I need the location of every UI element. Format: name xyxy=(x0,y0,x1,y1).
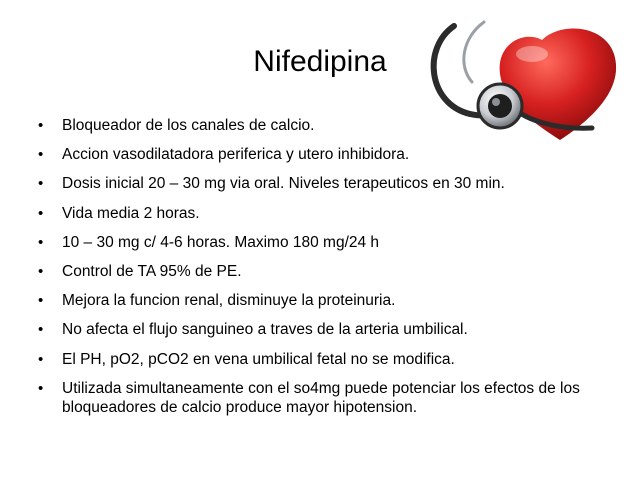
bullet-glyph: • xyxy=(38,379,44,397)
list-item xyxy=(38,350,618,369)
bullet-glyph: • xyxy=(38,175,44,193)
list-item xyxy=(38,116,618,135)
list-item xyxy=(38,145,618,164)
bullet-glyph: • xyxy=(38,262,44,280)
list-item xyxy=(38,174,618,193)
bullet-text: No afecta el flujo sanguineo a traves de la arteria umbilical. xyxy=(62,321,468,339)
slide-title: Nifedipina xyxy=(253,45,387,78)
list-item xyxy=(38,320,618,339)
bullet-text: Control de TA 95% de PE. xyxy=(62,262,242,280)
bullet-text: Vida media 2 horas. xyxy=(62,204,200,222)
bullet-glyph: • xyxy=(38,146,44,164)
bullet-text: 10 – 30 mg c/ 4-6 horas. Maximo 180 mg/24 h xyxy=(62,233,380,251)
list-item xyxy=(38,204,618,223)
bullet-text: El PH, pO2, pCO2 en vena umbilical fetal no se modifica. xyxy=(62,350,455,368)
list-item xyxy=(38,291,618,310)
list-item xyxy=(38,262,618,281)
bullet-glyph: • xyxy=(38,204,44,222)
list-item xyxy=(38,379,618,417)
bullet-glyph: • xyxy=(38,321,44,339)
bullet-glyph: • xyxy=(38,350,44,368)
list-item xyxy=(38,233,618,252)
bullet-glyph: • xyxy=(38,117,44,134)
bullet-glyph: • xyxy=(38,233,44,251)
bullet-list xyxy=(38,116,618,427)
bullet-text: Mejora la funcion renal, disminuye la proteinuria. xyxy=(62,292,396,310)
bullet-text: Accion vasodilatadora periferica y utero inhibidora. xyxy=(62,146,410,164)
bullet-text: Utilizada simultaneamente con el so4mg puede potenciar los efectos de los bloqueadores de calcio produce mayor hipotension. xyxy=(62,379,580,416)
bullet-text: Bloqueador de los canales de calcio. xyxy=(62,117,315,134)
bullet-glyph: • xyxy=(38,292,44,310)
bullet-text: Dosis inicial 20 – 30 mg via oral. Niveles terapeuticos en 30 min. xyxy=(62,175,505,193)
